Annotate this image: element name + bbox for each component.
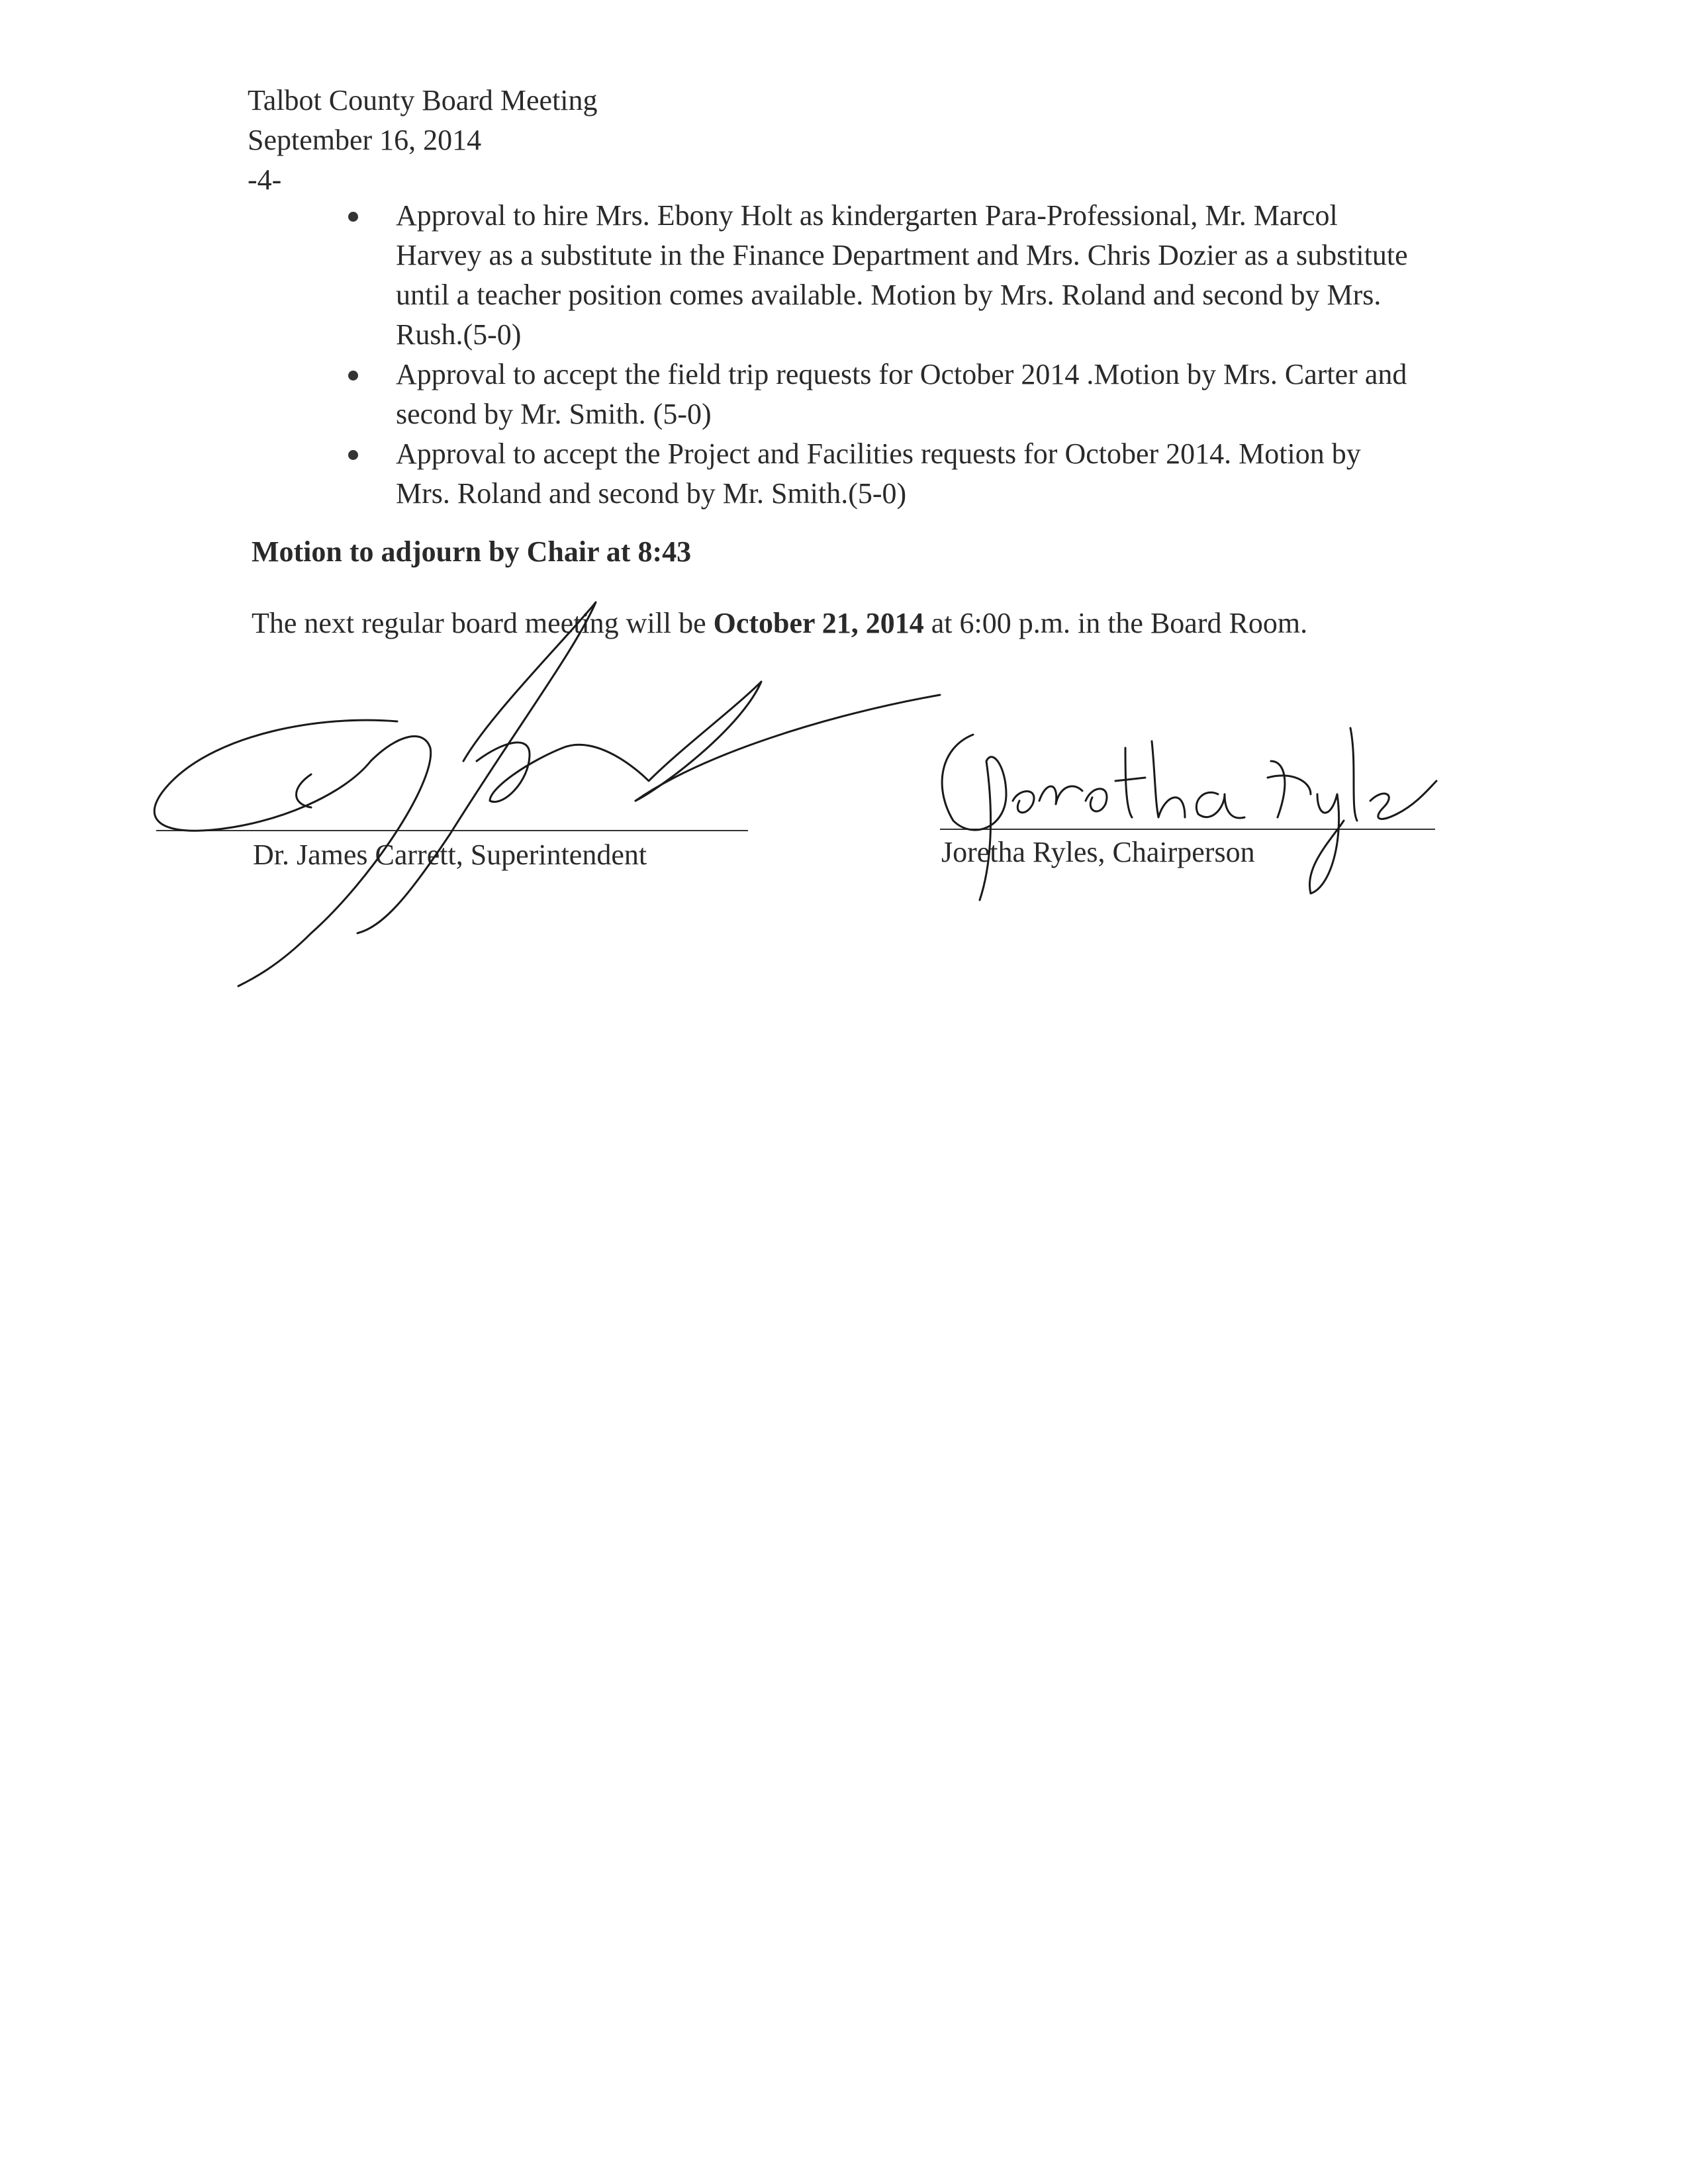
chair-signature-stroke xyxy=(1086,789,1107,811)
adjourn-motion: Motion to adjourn by Chair at 8:43 xyxy=(252,535,692,568)
chair-signature-stroke xyxy=(1152,741,1185,817)
list-item xyxy=(348,355,1421,434)
chair-signature-stroke xyxy=(942,735,1006,900)
next-meeting-suffix: at 6:00 p.m. in the Board Room. xyxy=(923,607,1308,639)
bullet-icon xyxy=(348,450,358,460)
list-item xyxy=(348,196,1421,355)
next-meeting-prefix: The next regular board meeting will be xyxy=(252,607,714,639)
meeting-title: Talbot County Board Meeting xyxy=(248,84,598,116)
superintendent-signature-stroke xyxy=(154,720,397,831)
chair-signature-stroke xyxy=(1039,786,1082,804)
next-meeting-notice xyxy=(252,604,1390,643)
chair-signature-stroke xyxy=(1115,748,1145,817)
superintendent-signature-stroke xyxy=(563,682,761,801)
chair-signature-stroke xyxy=(1013,792,1034,813)
superintendent-signature-stroke xyxy=(635,695,940,801)
superintendent-label: Dr. James Carrett, Superintendent xyxy=(253,839,647,871)
bullet-icon xyxy=(348,212,358,222)
list-item xyxy=(348,434,1421,514)
meeting-date: September 16, 2014 xyxy=(248,124,482,156)
superintendent-signature-stroke xyxy=(477,743,563,802)
list-item-text: Approval to hire Mrs. Ebony Holt as kindergarten Para-Professional, Mr. Marcol Harvey as a substitute in the Finance Department and Mrs. Chris Dozier as a substitute until a teacher position comes available. Motion by Mrs. Roland and second by Mrs. Rush.(5-0) xyxy=(396,199,1408,351)
chair-signature-stroke xyxy=(1196,792,1244,818)
action-items-list xyxy=(348,196,1421,514)
list-item-text: Approval to accept the Project and Facilities requests for October 2014. Motion by Mrs. Roland and second by Mr. Smith.(5-0) xyxy=(396,437,1361,510)
chair-label: Joretha Ryles, Chairperson xyxy=(941,836,1255,868)
superintendent-signature-line xyxy=(156,830,748,831)
chair-signature-stroke xyxy=(1350,728,1357,821)
chair-signature-stroke xyxy=(1268,761,1311,817)
next-meeting-date: October 21, 2014 xyxy=(713,607,924,639)
chair-signature-stroke xyxy=(1309,794,1344,893)
chair-signature-stroke xyxy=(1370,781,1436,819)
superintendent-signature-stroke xyxy=(357,602,596,933)
list-item-text: Approval to accept the field trip requests for October 2014 .Motion by Mrs. Carter and second by Mr. Smith. (5-0) xyxy=(396,358,1407,430)
bullet-icon xyxy=(348,371,358,381)
document-header xyxy=(248,81,598,200)
page-number: -4- xyxy=(248,163,282,196)
superintendent-signature-stroke xyxy=(297,774,312,807)
chair-signature-line xyxy=(940,829,1435,830)
